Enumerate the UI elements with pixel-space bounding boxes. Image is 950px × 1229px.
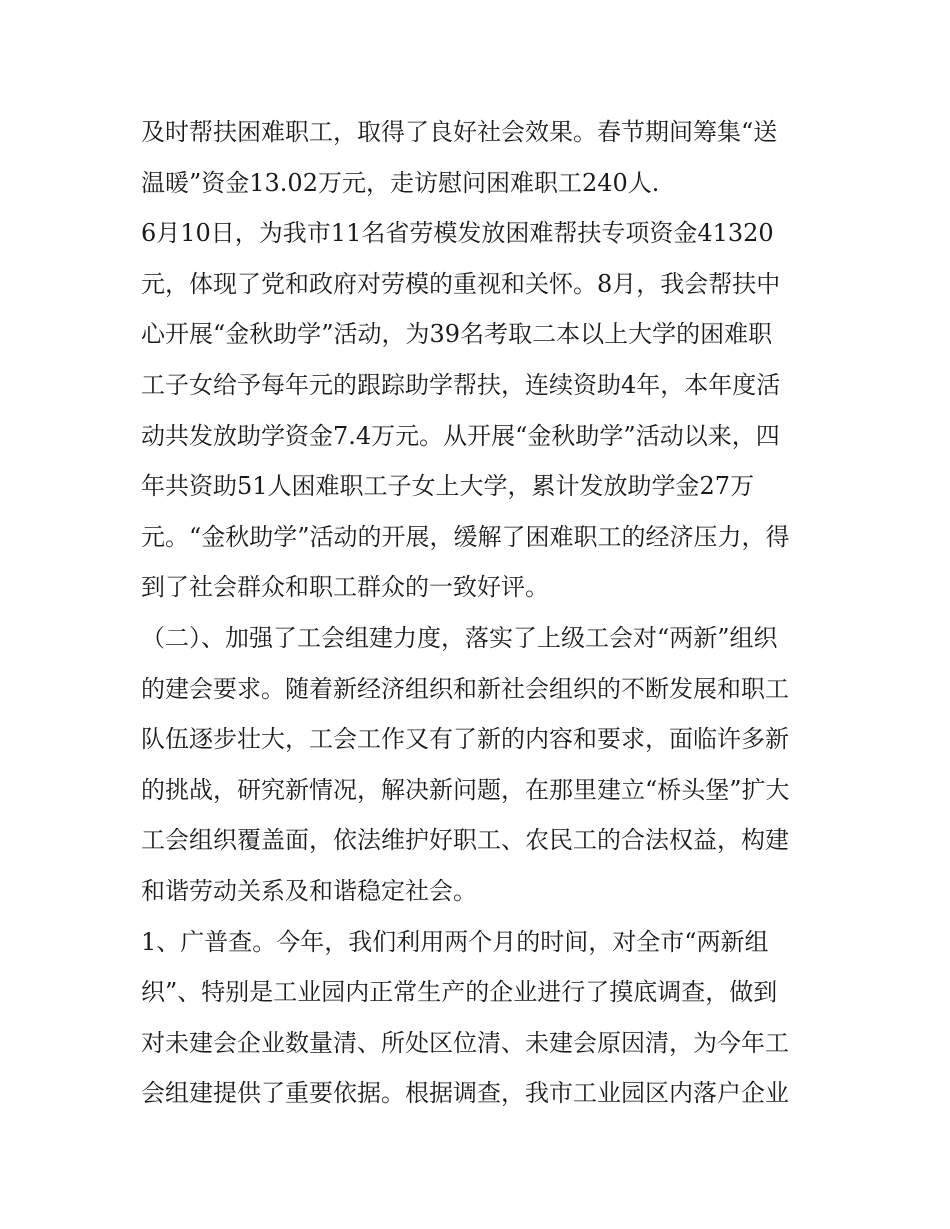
- text-line: 年共资助51人困难职工子女上大学，累计发放助学金27万: [141, 472, 755, 501]
- text-line: 6月10日，为我市11名省劳模发放困难帮扶专项资金41320: [141, 219, 774, 248]
- list-item-line: 1、广普查。今年，我们利用两个月的时间，对全市“两新组: [141, 927, 769, 956]
- text-line: 动共发放助学资金7.4万元。从开展“金秋助学”活动以来，四: [141, 421, 780, 450]
- text-line: 及时帮扶困难职工，取得了良好社会效果。春节期间筹集“送: [141, 118, 778, 146]
- text-line: 工会组织覆盖面，依法维护好职工、农民工的合法权益，构建: [141, 826, 789, 855]
- text-line: 对未建会企业数量清、所处区位清、未建会原因清，为今年工: [141, 1028, 789, 1057]
- text-line: 的建会要求。随着新经济组织和新社会组织的不断发展和职工: [141, 674, 789, 703]
- text-line: 元，体现了党和政府对劳模的重视和关怀。8月，我会帮扶中: [141, 269, 781, 298]
- text-line: 织”、特别是工业园内正常生产的企业进行了摸底调查，做到: [141, 978, 778, 1007]
- text-line: 会组建提供了重要依据。根据调查，我市工业园区内落户企业: [141, 1079, 789, 1108]
- text-line: 和谐劳动关系及和谐稳定社会。: [141, 876, 477, 905]
- section-heading-line: （二）、加强了工会组建力度，落实了上级工会对“两新”组织: [141, 623, 778, 652]
- text-line: 的挑战，研究新情况，解决新问题，在那里建立“桥头堡”扩大: [141, 775, 790, 804]
- text-line: 元。“金秋助学”活动的开展，缓解了困难职工的经济压力，得: [141, 522, 790, 551]
- text-line: 到了社会群众和职工群众的一致好评。: [141, 573, 549, 602]
- text-line: 心开展“金秋助学”活动，为39名考取二本以上大学的困难职: [141, 320, 773, 349]
- text-line: 工子女给予每年元的跟踪助学帮扶，连续资助4年，本年度活: [141, 370, 781, 399]
- text-line: 队伍逐步壮大，工会工作又有了新的内容和要求，面临许多新: [141, 725, 789, 754]
- body-text: [141, 107, 821, 1119]
- text-line: 温暖”资金13.02万元，走访慰问困难职工240人.: [141, 168, 660, 197]
